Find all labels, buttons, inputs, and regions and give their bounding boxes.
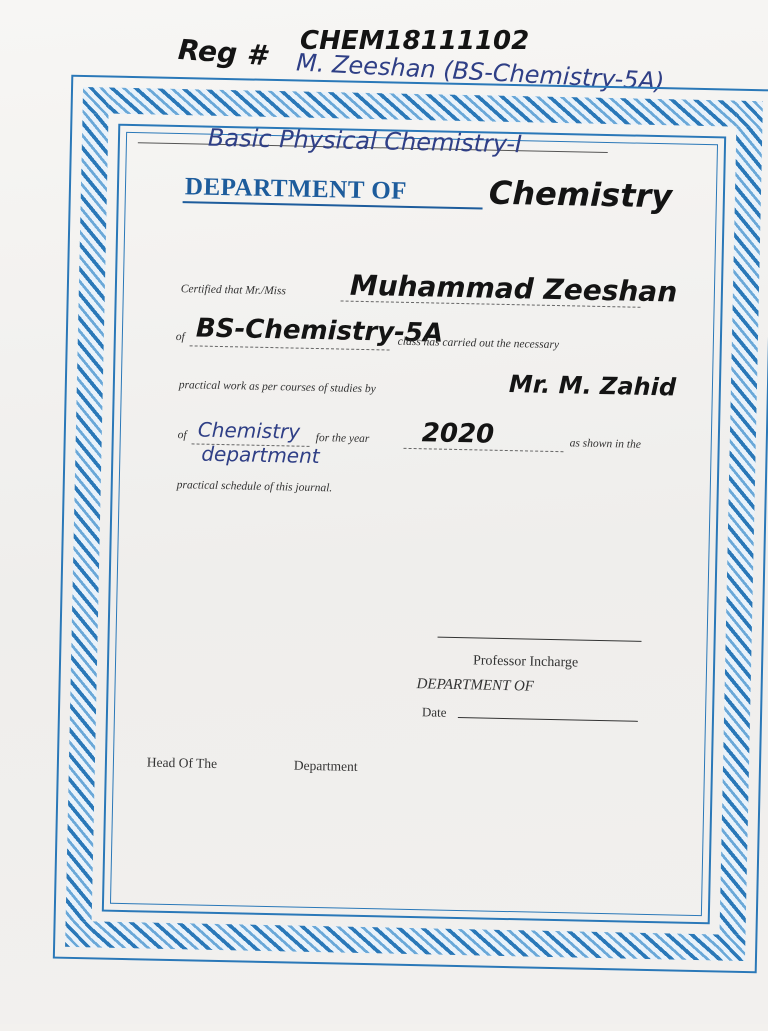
student-full-name: Muhammad Zeeshan bbox=[349, 268, 678, 309]
reg-number: CHEM18111102 bbox=[300, 26, 530, 56]
blurred-dept bbox=[220, 768, 290, 769]
date-label: Date bbox=[421, 704, 447, 720]
head-suffix: Department bbox=[293, 757, 358, 774]
reg-label: Reg # bbox=[176, 32, 268, 73]
professor-signature-line bbox=[438, 637, 642, 642]
year-label: for the year bbox=[315, 432, 370, 446]
head-of-label bbox=[147, 755, 358, 775]
department-annotation: department bbox=[201, 441, 320, 469]
year-value: 2020 bbox=[421, 418, 495, 450]
head-prefix: Head Of The bbox=[146, 754, 218, 772]
shown-suffix: as shown in the bbox=[569, 437, 642, 451]
practical-work-text: practical work as per courses of studies by bbox=[178, 379, 376, 396]
department-of-label: DEPARTMENT OF bbox=[416, 676, 535, 695]
certified-prefix: Certified that Mr./Miss bbox=[180, 283, 286, 298]
course-title: Basic Physical Chemistry-I bbox=[207, 123, 523, 159]
of-label-1: of bbox=[175, 331, 185, 344]
date-line bbox=[458, 717, 638, 722]
professor-label: Professor Incharge bbox=[472, 653, 579, 671]
class-suffix: class has carried out the necessary bbox=[397, 335, 560, 352]
subject-name: Chemistry bbox=[197, 417, 301, 444]
student-name-header: M. Zeeshan (BS-Chemistry-5A) bbox=[295, 48, 666, 96]
class-name: BS-Chemistry-5A bbox=[195, 313, 444, 349]
of-label-2: of bbox=[177, 429, 187, 442]
schedule-text: practical schedule of this journal. bbox=[176, 479, 333, 495]
department-heading: DEPARTMENT OF bbox=[184, 173, 408, 205]
department-name: Chemistry bbox=[488, 173, 673, 216]
teacher-name: Mr. M. Zahid bbox=[508, 370, 677, 402]
